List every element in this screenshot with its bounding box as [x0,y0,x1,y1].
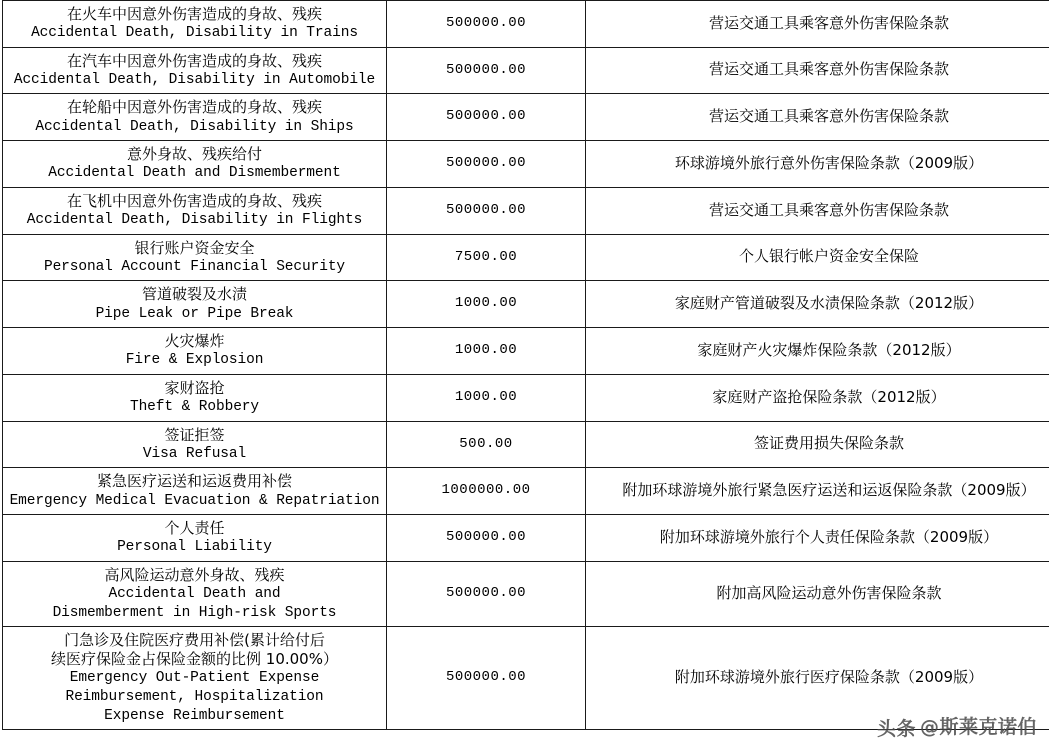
coverage-amount-cell: 1000.00 [387,374,586,421]
coverage-item-cn: 门急诊及住院医疗费用补偿(累计给付后 续医疗保险金占保险金额的比例 10.00%） [51,631,338,669]
coverage-item-cell [3,627,387,730]
coverage-item-en: Accidental Death, Disability in Ships [35,118,354,135]
coverage-clause-text: 家庭财产盗抢保险条款（2012版） [712,387,946,406]
coverage-item-cell [3,374,387,421]
coverage-amount-cell: 500.00 [387,421,586,468]
coverage-item-en: Accidental Death, Disability in Flights [26,212,363,229]
coverage-amount-cell: 1000.00 [387,281,586,328]
coverage-item-en: Personal Account Financial Security [43,258,346,275]
coverage-clause-text: 家庭财产管道破裂及水渍保险条款（2012版） [674,294,984,313]
coverage-item-en: Emergency Medical Evacuation & Repatriation [9,492,380,509]
coverage-item-cell [3,1,387,48]
coverage-clause-text: 个人银行帐户资金安全保险 [738,247,919,266]
coverage-clause-cell [586,234,1049,281]
coverage-clause-text: 附加环球游境外旅行医疗保险条款（2009版） [674,667,984,686]
watermark-author: @斯莱克诺伯 [919,716,1037,738]
coverage-clause-cell [586,141,1049,188]
coverage-amount-cell: 500000.00 [387,94,586,141]
coverage-item-en: Accidental Death, Disability in Automobile [13,71,376,88]
table-row [3,328,1049,375]
coverage-clause-cell [586,374,1049,421]
coverage-clause-text: 附加环球游境外旅行个人责任保险条款（2009版） [659,527,999,546]
table-row [3,421,1049,468]
table-row [3,141,1049,188]
coverage-clause-cell [586,94,1049,141]
coverage-item-en: Accidental Death and Dismemberment in High-risk Sports [52,586,337,621]
coverage-item-cn: 在汽车中因意外伤害造成的身故、残疾 [66,51,322,70]
coverage-clause-text: 附加高风险运动意外伤害保险条款 [716,583,942,602]
coverage-clause-cell [586,1,1049,48]
coverage-item-cn: 在飞机中因意外伤害造成的身故、残疾 [66,191,322,210]
coverage-item-cell [3,141,387,188]
coverage-clause-cell [586,561,1049,626]
coverage-item-cell [3,187,387,234]
coverage-item-cn: 签证拒签 [164,425,225,444]
table-row [3,1,1049,48]
table-row [3,515,1049,562]
coverage-item-en: Emergency Out-Patient Expense Reimbursement, Hospitalization Expense Reimbursement [65,670,324,724]
coverage-item-en: Visa Refusal [142,445,247,462]
coverage-item-cn: 家财盗抢 [164,378,225,397]
table-row [3,94,1049,141]
table-row [3,374,1049,421]
coverage-item-cell [3,515,387,562]
coverage-amount-cell: 500000.00 [387,627,586,730]
coverage-item-cn: 在轮船中因意外伤害造成的身故、残疾 [66,98,322,117]
coverage-item-cell [3,468,387,515]
coverage-clause-cell [586,281,1049,328]
coverage-item-cell [3,94,387,141]
coverage-clause-text: 营运交通工具乘客意外伤害保险条款 [708,60,949,79]
coverage-clause-cell [586,515,1049,562]
coverage-amount-cell: 500000.00 [387,187,586,234]
coverage-amount-cell: 500000.00 [387,47,586,94]
coverage-item-cn: 火灾爆炸 [164,332,225,351]
coverage-item-en: Accidental Death, Disability in Trains [31,25,358,42]
coverage-item-en: Pipe Leak or Pipe Break [95,305,294,322]
table-row [3,561,1049,626]
coverage-item-cell [3,281,387,328]
coverage-item-cell [3,234,387,281]
table-body [3,1,1049,730]
coverage-amount-cell: 500000.00 [387,515,586,562]
coverage-item-cn: 意外身故、残疾给付 [126,145,262,164]
coverage-item-cn: 银行账户资金安全 [134,238,255,257]
coverage-item-en: Theft & Robbery [129,399,260,416]
coverage-item-cn: 紧急医疗运送和运返费用补偿 [96,472,292,491]
coverage-item-cell [3,421,387,468]
coverage-clause-text: 家庭财产火灾爆炸保险条款（2012版） [697,340,961,359]
coverage-item-cell [3,328,387,375]
coverage-item-en: Accidental Death and Dismemberment [48,165,341,182]
coverage-clause-cell [586,328,1049,375]
coverage-clause-cell [586,421,1049,468]
watermark [877,712,1037,741]
coverage-amount-cell: 500000.00 [387,1,586,48]
table-row [3,281,1049,328]
coverage-clause-cell [586,187,1049,234]
coverage-item-en: Fire & Explosion [125,352,264,369]
coverage-amount-cell: 1000.00 [387,328,586,375]
coverage-item-cell [3,47,387,94]
table-row [3,187,1049,234]
coverage-amount-cell: 500000.00 [387,141,586,188]
coverage-item-en: Personal Liability [117,539,272,556]
coverage-clause-text: 营运交通工具乘客意外伤害保险条款 [708,107,949,126]
toutiao-logo-icon: 头条 [876,718,916,740]
coverage-clause-text: 营运交通工具乘客意外伤害保险条款 [708,200,949,219]
coverage-clause-cell [586,468,1049,515]
coverage-clause-text: 签证费用损失保险条款 [753,434,904,453]
table-row [3,468,1049,515]
coverage-item-cn: 高风险运动意外身故、残疾 [104,565,285,584]
table-row [3,47,1049,94]
coverage-item-cn: 个人责任 [164,519,225,538]
coverage-item-cn: 管道破裂及水渍 [141,285,247,304]
insurance-coverage-table [2,0,1049,730]
coverage-amount-cell: 7500.00 [387,234,586,281]
coverage-clause-text: 环球游境外旅行意外伤害保险条款（2009版） [674,153,984,172]
coverage-item-cell [3,561,387,626]
coverage-clause-text: 附加环球游境外旅行紧急医疗运送和运返保险条款（2009版） [622,480,1036,499]
table-row [3,234,1049,281]
coverage-amount-cell: 500000.00 [387,561,586,626]
coverage-clause-text: 营运交通工具乘客意外伤害保险条款 [708,13,949,32]
coverage-amount-cell: 1000000.00 [387,468,586,515]
coverage-clause-cell [586,47,1049,94]
coverage-item-cn: 在火车中因意外伤害造成的身故、残疾 [66,5,322,23]
